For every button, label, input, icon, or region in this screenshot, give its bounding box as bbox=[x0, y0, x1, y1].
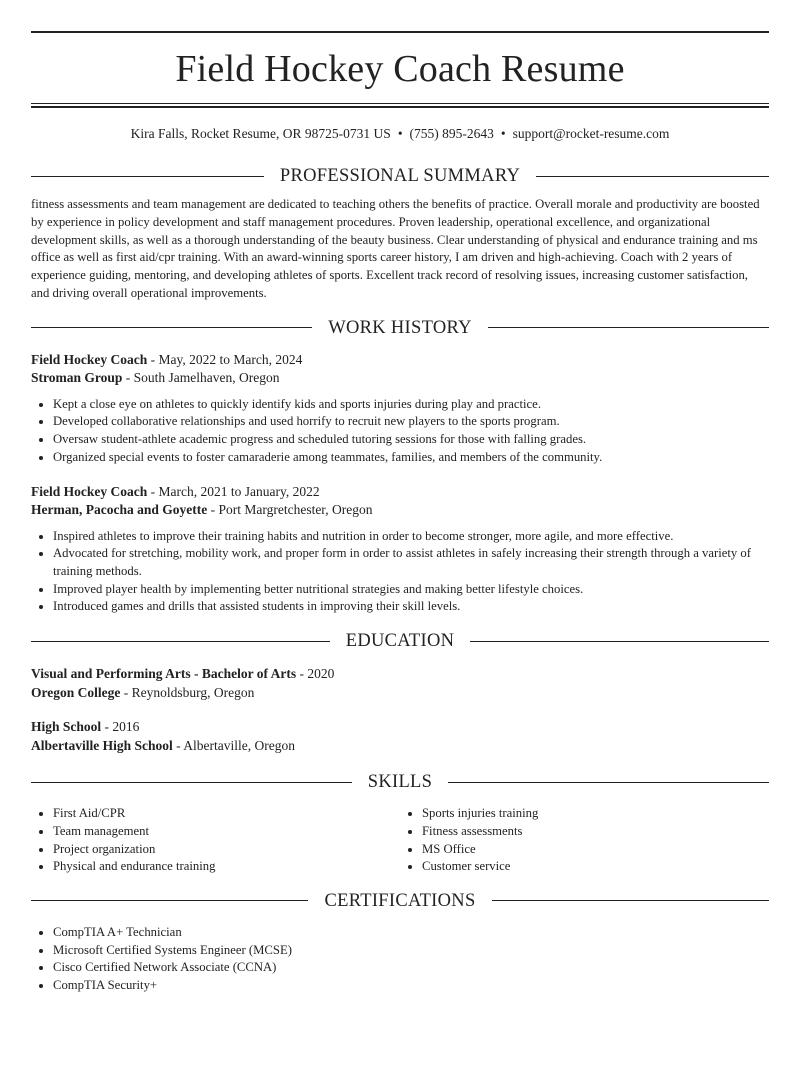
education-entry bbox=[31, 665, 769, 702]
heading-line bbox=[492, 900, 769, 901]
certifications-heading bbox=[31, 890, 769, 912]
top-divider bbox=[31, 31, 769, 33]
certifications-heading-label: CERTIFICATIONS bbox=[324, 890, 476, 911]
work-heading bbox=[31, 317, 769, 339]
list-item: • Sports injuries training bbox=[422, 805, 769, 823]
degree: High School bbox=[31, 719, 102, 735]
list-item: • First Aid/CPR bbox=[53, 805, 400, 823]
education-entry bbox=[31, 718, 769, 755]
job-location: - South Jamelhaven, Oregon bbox=[122, 370, 280, 386]
degree-line bbox=[31, 718, 769, 737]
education-heading bbox=[31, 630, 769, 652]
summary-heading bbox=[31, 165, 769, 187]
heading-line bbox=[31, 327, 312, 328]
heading-line bbox=[448, 782, 769, 783]
job-title-line bbox=[31, 351, 769, 370]
heading-line bbox=[31, 900, 308, 901]
job-title-line bbox=[31, 483, 769, 502]
list-item: • Microsoft Certified Systems Engineer (MCSE) bbox=[53, 942, 769, 960]
school: Albertaville High School bbox=[31, 737, 173, 753]
education-heading-label: EDUCATION bbox=[345, 631, 455, 652]
title-divider bbox=[31, 103, 769, 108]
degree-year: - 2016 bbox=[101, 719, 140, 735]
degree-line bbox=[31, 665, 769, 684]
degree-year: - 2020 bbox=[296, 666, 335, 682]
skills-heading bbox=[31, 771, 769, 793]
job-title: Field Hockey Coach bbox=[31, 351, 148, 367]
heading-line bbox=[488, 327, 769, 328]
job-entry bbox=[31, 351, 769, 388]
list-item: • Developed collaborative relationships and used horrify to recruit new players to the sports program. bbox=[53, 413, 769, 431]
contact-separator: • bbox=[397, 126, 403, 141]
school-location: - Reynoldsburg, Oregon bbox=[120, 684, 255, 700]
school-line bbox=[31, 737, 769, 756]
contact-line bbox=[31, 125, 769, 143]
contact-email: support@rocket-resume.com bbox=[512, 126, 670, 141]
heading-line bbox=[31, 176, 264, 177]
degree: Visual and Performing Arts - Bachelor of Arts bbox=[31, 666, 297, 682]
list-item: • Fitness assessments bbox=[422, 823, 769, 841]
heading-line bbox=[470, 641, 769, 642]
page-title: Field Hockey Coach Resume bbox=[175, 48, 625, 90]
skills-heading-label: SKILLS bbox=[367, 772, 433, 793]
work-heading-label: WORK HISTORY bbox=[328, 317, 472, 338]
job-title: Field Hockey Coach bbox=[31, 483, 148, 499]
job-dates: - May, 2022 to March, 2024 bbox=[147, 351, 303, 367]
list-item: • Cisco Certified Network Associate (CCNA) bbox=[53, 959, 769, 977]
heading-line bbox=[31, 782, 352, 783]
skills-column-left bbox=[31, 805, 400, 876]
list-item: • Oversaw student-athlete academic progress and scheduled tutoring sessions for those with falling grades. bbox=[53, 431, 769, 449]
job-dates: - March, 2021 to January, 2022 bbox=[147, 483, 320, 499]
list-item: • Introduced games and drills that assisted students in improving their skill levels. bbox=[53, 598, 769, 616]
job-bullets bbox=[31, 396, 769, 467]
heading-line bbox=[31, 641, 330, 642]
job-company-line bbox=[31, 501, 769, 520]
heading-line bbox=[536, 176, 769, 177]
summary-heading-label: PROFESSIONAL SUMMARY bbox=[279, 166, 521, 186]
list-item: • CompTIA Security+ bbox=[53, 977, 769, 995]
certifications-list bbox=[31, 924, 769, 995]
list-item: • Organized special events to foster camaraderie among teammates, families, and members of the community. bbox=[53, 449, 769, 467]
job-entry bbox=[31, 483, 769, 520]
list-item: • Team management bbox=[53, 823, 400, 841]
skills-list bbox=[31, 805, 769, 876]
school-location: - Albertaville, Oregon bbox=[172, 737, 295, 753]
job-company: Stroman Group bbox=[31, 370, 123, 386]
resume-page bbox=[0, 31, 800, 995]
job-company: Herman, Pacocha and Goyette bbox=[31, 502, 208, 518]
contact-separator: • bbox=[500, 126, 506, 141]
contact-address: Kira Falls, Rocket Resume, OR 98725-0731 US bbox=[130, 126, 391, 141]
job-company-line bbox=[31, 369, 769, 388]
list-item: • Project organization bbox=[53, 841, 400, 859]
job-bullets bbox=[31, 528, 769, 617]
list-item: • Customer service bbox=[422, 858, 769, 876]
list-item: • CompTIA A+ Technician bbox=[53, 924, 769, 942]
list-item: • MS Office bbox=[422, 841, 769, 859]
summary-text: fitness assessments and team management are dedicated to teaching others the benefits of practice. Overall morale and productivity are boosted by experience in policy development and staff management procedures. Proven leadership, operational excellence, and organizational development skills, as well as a thorough understanding of the beauty business. Clear understanding of physical and endurance training and ms office as well as first aid/cpr training. With an award-winning sports career history, I am driven and high-achieving. Coach with 2 years of experience guiding, mentoring, and developing athletes of sports. Excellent track record of resolving issues, increasing customer satisfaction, and driving overall operational improvements. bbox=[31, 197, 760, 300]
list-item: • Improved player health by implementing better nutritional strategies and making better lifestyle choices. bbox=[53, 581, 769, 599]
job-location: - Port Margretchester, Oregon bbox=[207, 502, 373, 518]
list-item: • Kept a close eye on athletes to quickly identify kids and sports injuries during play and practice. bbox=[53, 396, 769, 414]
list-item: • Physical and endurance training bbox=[53, 858, 400, 876]
contact-phone: (755) 895-2643 bbox=[409, 126, 494, 141]
list-item: • Inspired athletes to improve their training habits and nutrition in order to become stronger, more agile, and more effective. bbox=[53, 528, 769, 546]
school-line bbox=[31, 684, 769, 703]
skills-column-right bbox=[400, 805, 769, 876]
school: Oregon College bbox=[31, 684, 121, 700]
list-item: • Advocated for stretching, mobility work, and proper form in order to assist athletes in safely increasing their strength through a variety of training methods. bbox=[53, 545, 769, 580]
